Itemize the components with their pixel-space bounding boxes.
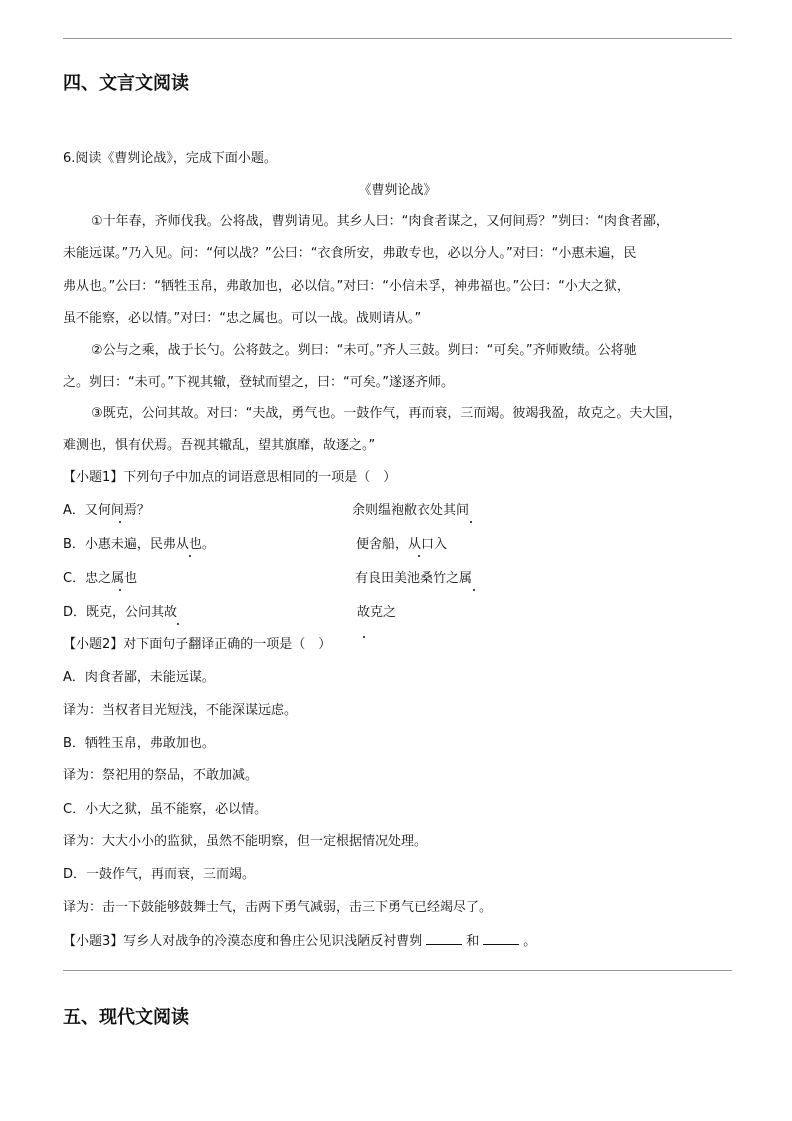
subquestion-3-prompt (63, 932, 536, 951)
top-divider (63, 38, 732, 39)
option-c-right: 有良田美池桑竹之属 (355, 571, 473, 586)
passage-line: ①十年春，齐师伐我。公将战，曹刿请见。其乡人曰：“肉食者谋之，又何间焉？”刿曰：“肉食者鄙， (91, 214, 669, 229)
option-b-right: 便舍船，从口入 (356, 537, 448, 552)
option-d-left: D．既克，公问其故 (63, 605, 178, 620)
emphasis-dot (119, 589, 121, 591)
option-d-right: 故克之 (357, 605, 397, 620)
subquestion-3-end: 。 (523, 934, 537, 949)
section-title-modern: 五、现代文阅读 (63, 1007, 189, 1028)
answer-blank-2[interactable] (483, 932, 519, 945)
passage-line: 之。刿曰：“未可。”下视其辙，登轼而望之，曰：“可矣。”遂逐齐师。 (63, 375, 454, 390)
subquestion-3-connector: 和 (466, 934, 480, 949)
answer-blank-1[interactable] (426, 932, 462, 945)
translation-b-sentence: B．牺牲玉帛，弗敢加也。 (63, 736, 215, 751)
emphasis-dot (418, 555, 420, 557)
passage-line: 未能远谋。”乃入见。问：“何以战？”公曰：“衣食所安，弗敢专也，必以分人。”对曰：“小惠未遍，民 (63, 246, 637, 261)
option-c-left: C．忠之属也 (63, 571, 138, 586)
emphasis-dot (189, 555, 191, 557)
passage-line: ②公与之乘，战于长勺。公将鼓之。刿曰：“未可。”齐人三鼓。刿曰：“可矣。”齐师败绩。公将驰 (91, 343, 637, 358)
section-title-classical: 四、文言文阅读 (63, 73, 189, 94)
passage-line: 弗从也。”公曰：“牺牲玉帛，弗敢加也，必以信。”对曰：“小信未孚，神弗福也。”公曰：“小大之狱， (63, 279, 630, 294)
emphasis-dot (119, 521, 121, 523)
translation-a-text: 译为：当权者目光短浅，不能深谋远虑。 (63, 703, 298, 718)
translation-d-text: 译为：击一下鼓能够鼓舞士气，击两下勇气减弱，击三下勇气已经竭尽了。 (63, 900, 493, 915)
translation-b-text: 译为：祭祀用的祭品，不敢加减。 (63, 768, 259, 783)
section-divider (63, 970, 732, 971)
translation-a-sentence: A．肉食者鄙，未能远谋。 (63, 670, 215, 685)
subquestion-2-prompt: 【小题2】对下面句子翻译正确的一项是（ ） (63, 637, 332, 652)
option-a-right: 余则缊袍敝衣处其间 (352, 503, 470, 518)
passage-line: 虽不能察，必以情。”对曰：“忠之属也。可以一战。战则请从。” (63, 311, 422, 326)
passage-title: 《曹刿论战》 (358, 183, 437, 198)
emphasis-dot (177, 623, 179, 625)
option-a-left: A．又何间焉？ (63, 503, 150, 518)
translation-c-text: 译为：大大小小的监狱，虽然不能明察，但一定根据情况处理。 (63, 834, 428, 849)
emphasis-dot (470, 521, 472, 523)
emphasis-dot (473, 589, 475, 591)
subquestion-1-prompt: 【小题1】下列句子中加点的词语意思相同的一项是（ ） (63, 470, 397, 485)
passage-line: ③既克，公问其故。对曰：“夫战，勇气也。一鼓作气，再而衰，三而竭。彼竭我盈，故克之。夫大国， (91, 406, 682, 421)
option-b-left: B．小惠未遍，民弗从也。 (63, 537, 215, 552)
question-stem: 6.阅读《曹刿论战》，完成下面小题。 (63, 151, 277, 166)
translation-c-sentence: C．小大之狱，虽不能察，必以情。 (63, 802, 268, 817)
translation-d-sentence: D．一鼓作气，再而衰，三而竭。 (63, 867, 256, 882)
emphasis-dot (363, 636, 365, 638)
subquestion-3-text: 【小题3】写乡人对战争的冷漠态度和鲁庄公见识浅陋反衬曹刿 (63, 934, 423, 949)
passage-line: 难测也，惧有伏焉。吾视其辙乱，望其旗靡，故逐之。” (63, 438, 376, 453)
